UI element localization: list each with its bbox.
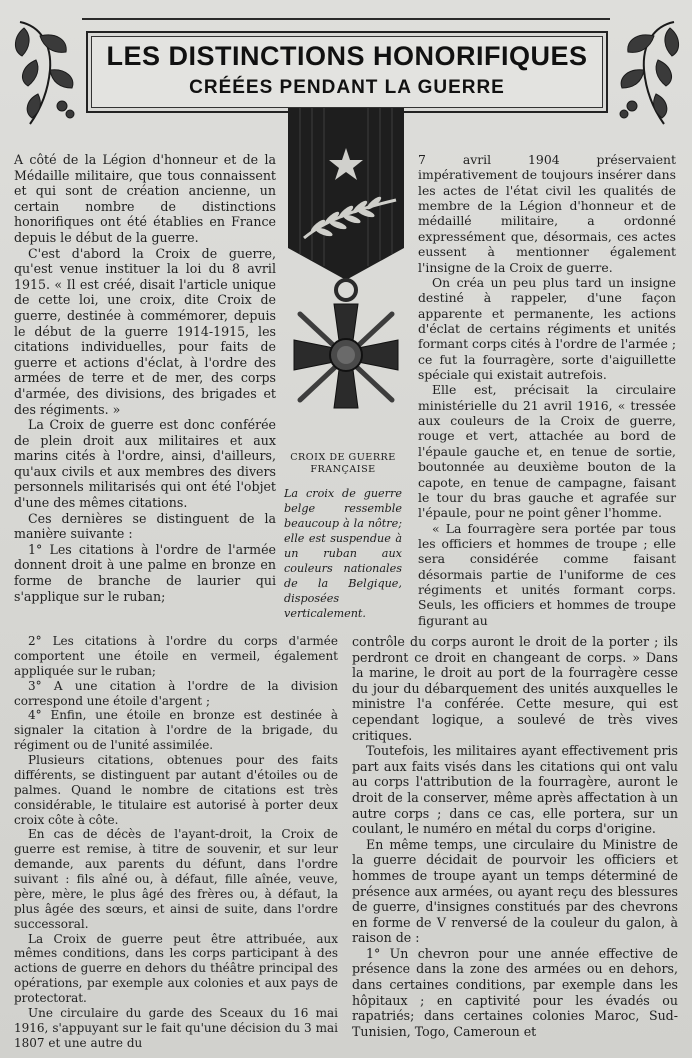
article-paragraph: Elle est, précisait la circulaire ministérielle du 21 avril 1916, « tressée aux couleurs de la Croix de guerre, rouge et vert, attachée au bord de l'épaule gauche et, en tenue de sortie, boutonnée au deuxième bouton de la capote, en tenue de campagne, faisant le tour du bras gauche et agrafée sur l'épaule, pour ne point gêner l'homme. [418,382,676,521]
article-paragraph: Toutefois, les militaires ayant effectivement pris part aux faits visés dans les citations qui ont valu au corps l'attribution de la fourragère, auront le droit de la conserver, même après affectation à un autre corps ; dans ce cas, elle portera, sur un coulant, le numéro en métal du corps d'origine. [352,743,678,837]
article-paragraph: Ces dernières se distinguent de la manière suivante : [14,510,276,542]
article-paragraph: 3° A une citation à l'ordre de la division correspond une étoile d'argent ; [14,678,338,708]
header-rule [82,18,610,23]
article-paragraph: « La fourragère sera portée par tous les officiers et hommes de troupe ; elle sera considérée comme faisant désormais partie de l'uniforme de ces régiments et unités formant corps. Seuls, les officiers et hommes de troupe figurant au [418,520,676,628]
article-paragraph: 7 avril 1904 préservaient impérativement de toujours insérer dans les actes de l'état civil les qualités de membre de la Légion d'honneur et de médaillé militaire, a ordonné expressément que, désormais, ces actes eussent à mentionner également l'insigne de la Croix de guerre. [418,152,676,275]
illustration-caption: CROIX DE GUERRE FRANÇAISE [290,452,396,475]
article-column-left [14,152,276,604]
article-paragraph: 4° Enfin, une étoile en bronze est destinée à signaler la citation à l'ordre de la brigade, du régiment ou de l'unité assimilée. [14,708,338,753]
laurel-ornament-icon [10,14,88,130]
article-paragraph: 1° Un chevron pour une année effective de présence dans la zone des armées ou en dehors, dans certaines conditions, par exemple dans les hôpitaux ; en captivité pour les évadés ou rapatriés; dans certaines colonies Maroc, Sud-Tunisien, Togo, Cameroun et [352,945,678,1039]
article-paragraph: 2° Les citations à l'ordre du corps d'armée comportent une étoile en vermeil, également appliquée sur le ruban; [14,634,338,678]
title-frame [86,31,608,113]
article-paragraph: En même temps, une circulaire du Ministre de la guerre décidait de pourvoir les officiers et hommes de troupe ayant un temps déterminé de présence aux armées, ou ayant reçu des blessures de guerre, d'insignes constitués par des chevrons en forme de V renversé de la couleur du galon, à raison de : [352,836,678,946]
article-paragraph: 1° Les citations à l'ordre de l'armée donnent droit à une palme en bronze en forme de branche de laurier qui s'applique sur le ruban; [14,541,276,604]
page-title: LES DISTINCTIONS HONORIFIQUES [106,41,588,71]
article-paragraph: C'est d'abord la Croix de guerre, qu'est venue instituer la loi du 8 avril 1915. « Il est créé, disait l'article unique de cette loi, une croix, dite Croix de guerre, destinée à commémorer, depuis le début de la guerre 1914-1915, les citations individuelles, pour faits de guerre et actions d'éclat, à l'ordre des armées de terre et de mer, des corps d'armée, des divisions, des brigades et des régiments. » [14,245,276,417]
article-paragraph: En cas de décès de l'ayant-droit, la Croix de guerre est remise, à titre de souvenir, et sur leur demande, aux parents du défunt, dans l'ordre suivant : fils aîné ou, à défaut, fille aînée, veuve, père, mère, le plus âgé des frères ou, à défaut, la plus âgée des sœurs, et ainsi de suite, dans l'ordre successoral. [14,827,338,931]
illustration-note: La croix de guerre belge ressemble beaucoup à la nôtre; elle est suspendue à un ruban aux couleurs nationales de la Belgique, disposées verticalement. [284,487,402,620]
page-subtitle: CRÉÉES PENDANT LA GUERRE [189,77,505,98]
article-column-left-lower [14,634,338,1051]
article-paragraph: A côté de la Légion d'honneur et de la Médaille militaire, que tous connaissent et qui sont de création ancienne, un certain nombre de distinctions honorifiques ont été établies en France depuis le début de la guerre. [14,152,276,245]
croix-de-guerre-medal-icon [278,108,414,448]
article-paragraph: Une circulaire du garde des Sceaux du 16 mai 1916, s'appuyant sur le fait qu'une décision du 3 mai 1807 et une autre du [14,1005,338,1050]
laurel-ornament-icon [606,14,684,130]
article-column-bottom [352,634,678,1039]
article-column-right [418,152,676,628]
article-paragraph: On créa un peu plus tard un insigne destiné à rappeler, d'une façon apparente et permanente, les actions d'éclat de certains régiments et unités formant corps cités à l'ordre de l'armée ; ce fut la fourragère, sorte d'aiguillette spéciale qui existait autrefois. [418,274,676,383]
article-paragraph: La Croix de guerre peut être attribuée, aux mêmes conditions, dans les corps participant à des actions de guerre en dehors du théâtre principal des opérations, par exemple aux colonies et aux pays de protectorat. [14,931,338,1005]
article-paragraph: Plusieurs citations, obtenues pour des faits différents, se distinguent par autant d'étoiles ou de palmes. Quand le nombre de citations est très considérable, le titulaire est autorisé à porter deux croix côte à côte. [14,753,338,827]
article-paragraph: La Croix de guerre est donc conférée de plein droit aux militaires et aux marins cités à l'ordre, ainsi, d'ailleurs, qu'aux civils et aux membres des divers personnels militarisés qui ont été l'objet d'une des mêmes citations. [14,417,276,511]
article-paragraph: contrôle du corps auront le droit de la porter ; ils perdront ce droit en changeant de corps. » Dans la marine, le droit au port de la fourragère cesse du jour du débarquement des unités auxquelles le ministre l'a conférée. Cette mesure, qui est cependant logique, a soulevé de très vives critiques. [352,634,678,743]
